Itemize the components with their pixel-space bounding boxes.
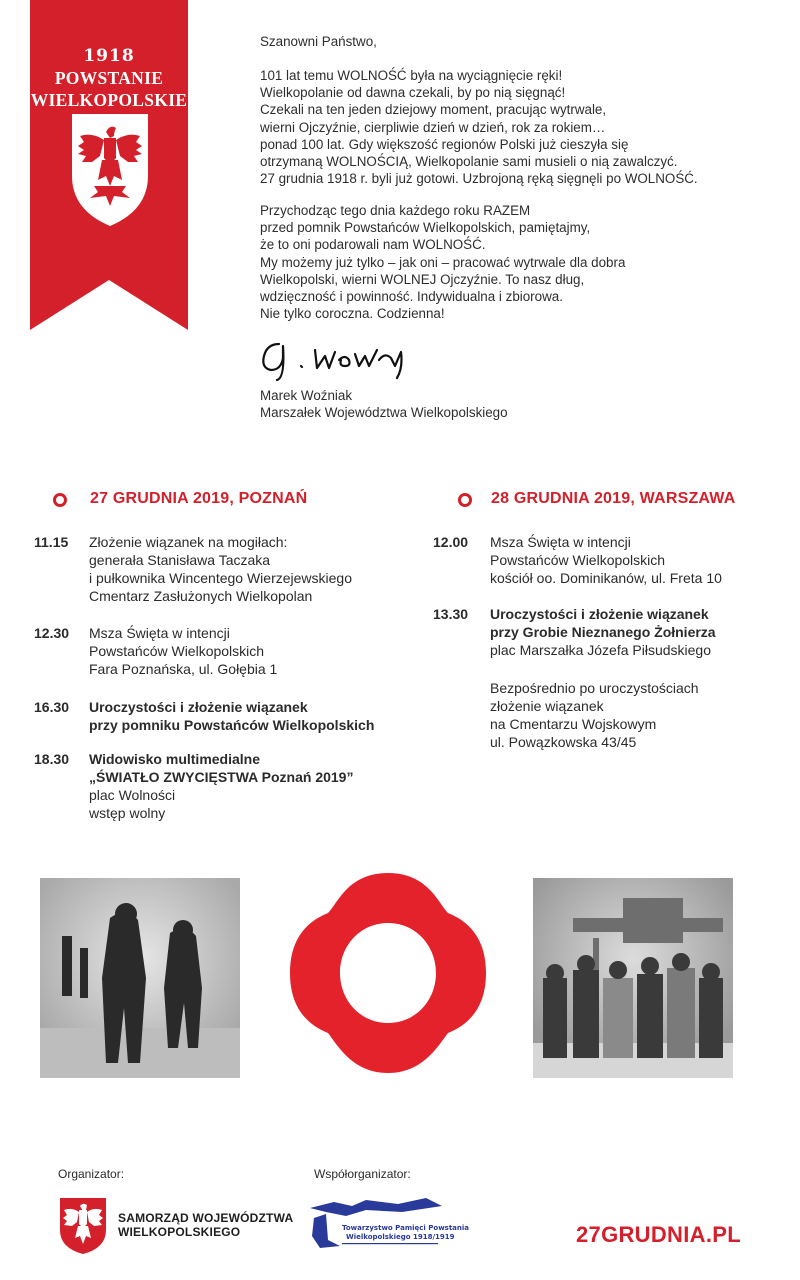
letter-line: otrzymaną WOLNOŚCIĄ, Wielkopolanie sami musieli o nią zawalczyć. xyxy=(260,154,678,170)
event-line: plac Wolności xyxy=(89,787,176,803)
letter-line: wdzięczność i powinność. Indywidualna i zbiorowa. xyxy=(260,289,563,305)
event-heading-warszawa: 28 GRUDNIA 2019, WARSZAWA xyxy=(491,490,736,507)
organizer-label: Organizator: xyxy=(58,1167,125,1181)
coorganizer-logo xyxy=(306,1196,470,1254)
historical-photo-airmen xyxy=(533,878,733,1078)
event-description xyxy=(89,750,353,822)
letter-line: Przychodząc tego dnia każdego roku RAZEM xyxy=(260,203,531,218)
banner-title-line2: WIELKOPOLSKIE xyxy=(30,90,188,110)
signer-name: Marek Woźniak xyxy=(260,388,353,403)
event-line: Widowisko multimedialne xyxy=(89,751,261,767)
event-description xyxy=(89,533,352,605)
event-description xyxy=(89,698,374,734)
letter-line: 27 grudnia 1918 r. byli już gotowi. Uzbrojoną ręką sięgnęli po WOLNOŚĆ. xyxy=(260,171,698,187)
coat-of-arms-icon xyxy=(58,1196,108,1256)
white-eagle-icon xyxy=(70,114,150,226)
letter-line: ponad 100 lat. Gdy większość regionów Polski już cieszyła się xyxy=(260,136,629,152)
event-time: 13.30 xyxy=(433,606,469,622)
letter-paragraph-2 xyxy=(260,202,790,322)
letter-paragraph-1 xyxy=(260,67,790,187)
event-line: Bezpośrednio po uroczystościach xyxy=(490,680,699,696)
event-line: „ŚWIATŁO ZWYCIĘSTWA Poznań 2019” xyxy=(89,769,354,785)
letter-line: 101 lat temu WOLNOŚĆ była na wyciągnięcie ręki! xyxy=(260,68,563,83)
location-marker-icon xyxy=(458,493,472,507)
letter-greeting: Szanowni Państwo, xyxy=(260,34,377,49)
event-line: wstęp wolny xyxy=(89,805,166,821)
event-line: plac Marszałka Józefa Piłsudskiego xyxy=(490,642,711,658)
event-line: przy Grobie Nieznanego Żołnierza xyxy=(490,624,716,640)
location-marker-icon xyxy=(53,493,67,507)
website-link[interactable]: 27GRUDNIA.PL xyxy=(576,1222,741,1247)
event-time: 11.15 xyxy=(34,534,69,550)
banner-year: 1918 xyxy=(83,46,135,66)
event-line: ul. Powązkowska 43/45 xyxy=(490,734,637,750)
letter-line: Wielkopolanie od dawna czekali, by po nią sięgnąć! xyxy=(260,85,566,101)
letter-line: przed pomnik Powstańców Wielkopolskich, pamiętajmy, xyxy=(260,220,591,236)
event-line: kościół oo. Dominikanów, ul. Freta 10 xyxy=(490,570,722,586)
event-time: 18.30 xyxy=(34,751,70,767)
signer-title: Marszałek Województwa Wielkopolskiego xyxy=(260,405,508,420)
historical-photo-officers xyxy=(40,878,240,1078)
event-time: 12.00 xyxy=(433,534,469,550)
organizer-name-line1: SAMORZĄD WOJEWÓDZTWA xyxy=(118,1211,294,1225)
event-line: Uroczystości i złożenie wiązanek xyxy=(490,606,709,622)
event-line: Złożenie wiązanek na mogiłach: xyxy=(89,534,288,550)
letter-line: że to oni podarowali nam WOLNOŚĆ. xyxy=(260,237,486,253)
event-line: Cmentarz Zasłużonych Wielkopolan xyxy=(89,588,313,604)
event-line: na Cmentarzu Wojskowym xyxy=(490,716,657,732)
event-line: Powstańców Wielkopolskich xyxy=(490,552,666,568)
event-line: Msza Święta w intencji xyxy=(490,534,631,550)
organizer-name-line2: WIELKOPOLSKIEGO xyxy=(118,1225,241,1239)
letter-line: Wielkopolski, wierni WOLNEJ Ojczyźnie. To nasz dług, xyxy=(260,271,585,287)
event-line: złożenie wiązanek xyxy=(490,698,604,714)
event-description xyxy=(490,605,716,659)
coorganizer-label: Współorganizator: xyxy=(314,1167,411,1181)
event-line: Fara Poznańska, ul. Gołębia 1 xyxy=(89,661,278,677)
handwritten-signature xyxy=(255,330,415,382)
coorganizer-name-line2: Wielkopolskiego 1918/1919 xyxy=(346,1233,455,1241)
poppy-emblem-icon xyxy=(288,868,488,1078)
event-description xyxy=(490,679,699,751)
event-description xyxy=(490,533,722,587)
event-line: i pułkownika Wincentego Wierzejewskiego xyxy=(89,570,353,586)
letter-line: My możemy już tylko – jak oni – pracować wytrwale dla dobra xyxy=(260,254,626,270)
event-line: Msza Święta w intencji xyxy=(89,625,230,641)
event-line: przy pomniku Powstańców Wielkopolskich xyxy=(89,717,375,733)
coorganizer-name-line1: Towarzystwo Pamięci Powstania xyxy=(342,1224,470,1232)
letter-line: Nie tylko coroczna. Codzienna! xyxy=(260,306,445,322)
event-line: Uroczystości i złożenie wiązanek xyxy=(89,699,308,715)
banner-title-line1: POWSTANIE xyxy=(54,68,164,88)
event-description xyxy=(89,624,277,678)
event-time: 16.30 xyxy=(34,699,70,715)
letter-line: wierni Ojczyźnie, cierpliwie dzień w dzień, rok za rokiem… xyxy=(260,119,606,135)
event-line: Powstańców Wielkopolskich xyxy=(89,643,265,659)
event-time: 12.30 xyxy=(34,625,70,641)
event-line: generała Stanisława Taczaka xyxy=(89,552,271,568)
letter-line: Czekali na ten jeden dziejowy moment, pracując wytrwale, xyxy=(260,102,607,118)
event-heading-poznan: 27 GRUDNIA 2019, POZNAŃ xyxy=(90,490,308,507)
